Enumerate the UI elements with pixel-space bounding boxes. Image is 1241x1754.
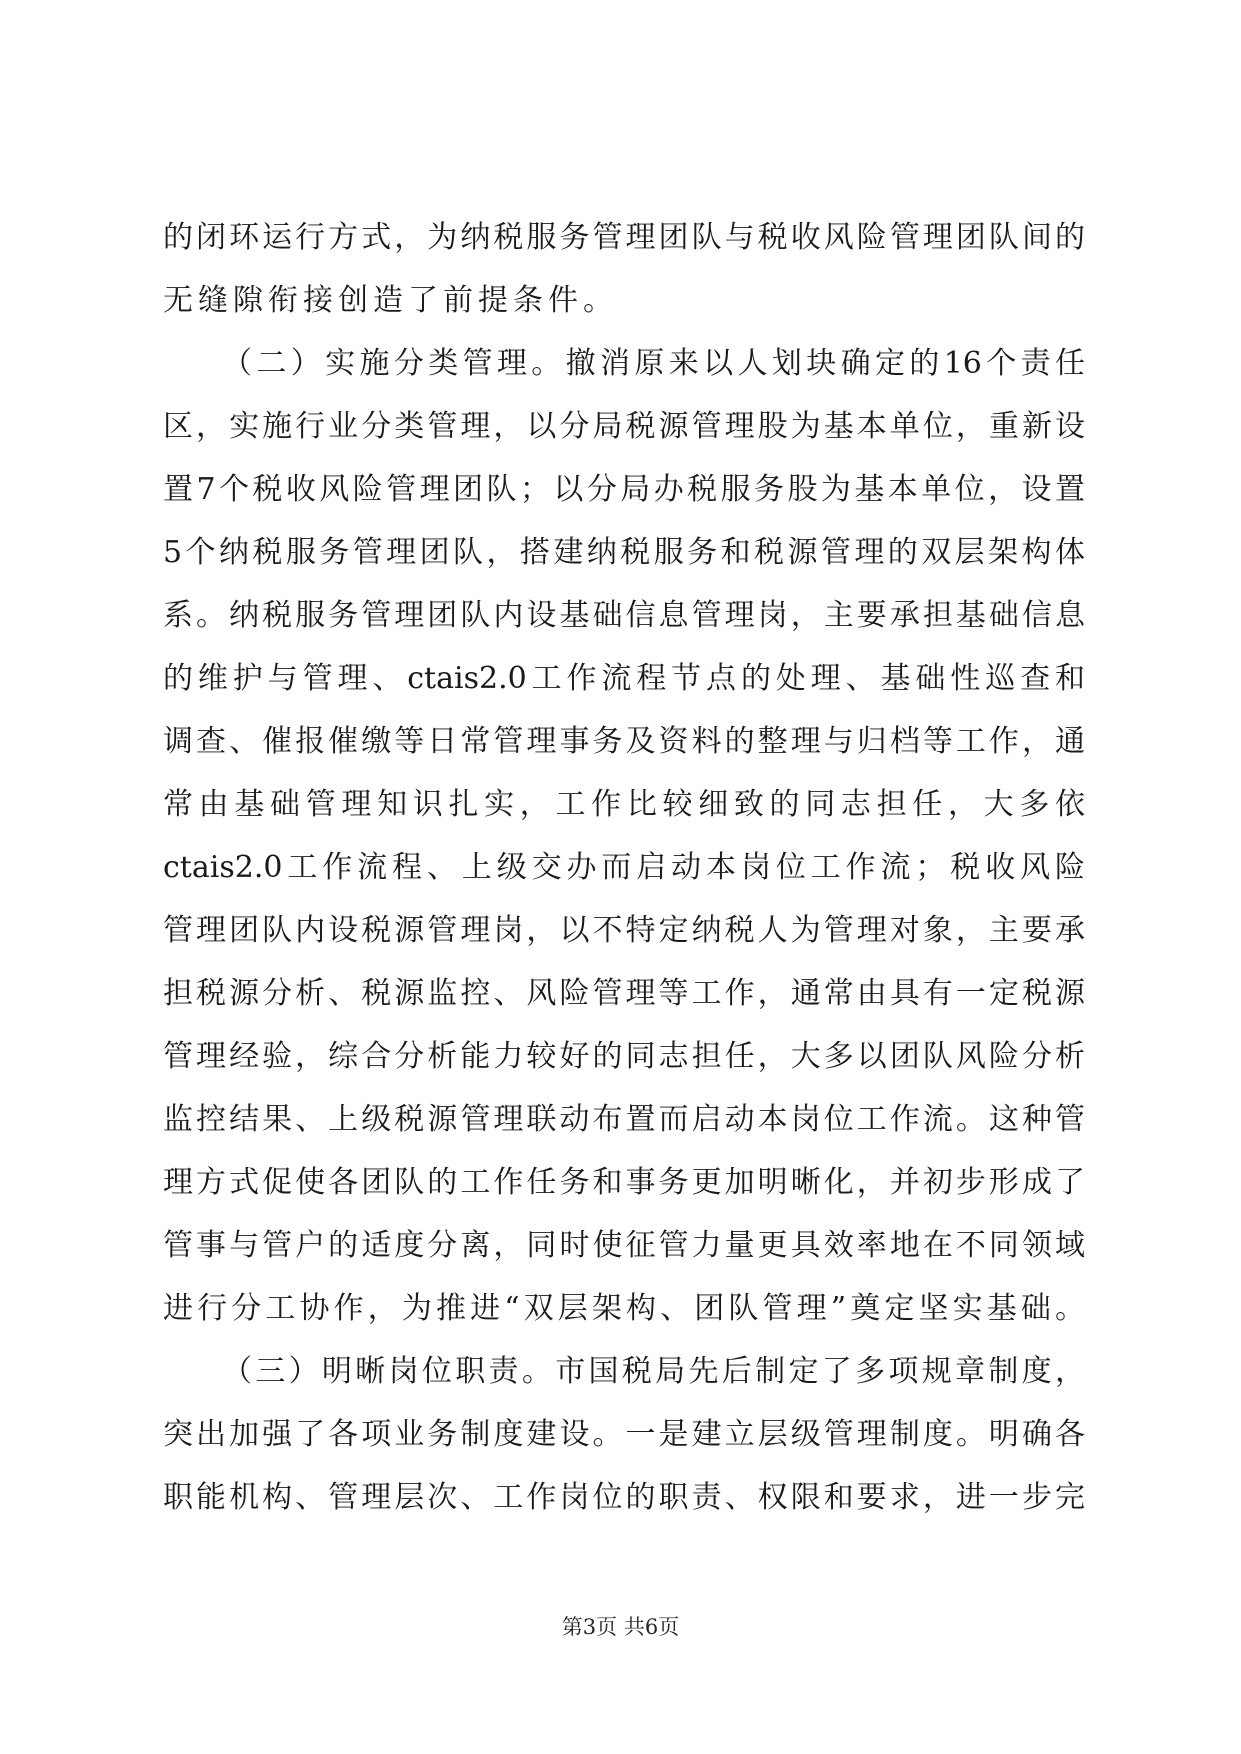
body-text-line: 5个纳税服务管理团队，搭建纳税服务和税源管理的双层架构体 — [163, 535, 1085, 570]
body-text-line: 系。纳税服务管理团队内设基础信息管理岗，主要承担基础信息 — [163, 598, 1085, 633]
body-text-line: 常由基础管理知识扎实，工作比较细致的同志担任，大多依 — [163, 787, 1085, 822]
body-text-line: 理方式促使各团队的工作任务和事务更加明晰化，并初步形成了 — [163, 1165, 1085, 1200]
paragraph-first-line: （三）明晰岗位职责。市国税局先后制定了多项规章制度， — [222, 1354, 1085, 1389]
body-text-line: 无缝隙衔接创造了前提条件。 — [163, 283, 618, 318]
body-text-line: 调查、催报催缴等日常管理事务及资料的整理与归档等工作，通 — [163, 724, 1085, 759]
body-text-line: 的闭环运行方式，为纳税服务管理团队与税收风险管理团队间的 — [163, 220, 1085, 255]
body-text-line: 担税源分析、税源监控、风险管理等工作，通常由具有一定税源 — [163, 976, 1085, 1011]
body-text-line: 进行分工协作，为推进“双层架构、团队管理”奠定坚实基础。 — [163, 1291, 1085, 1326]
body-text-line: 管理经验，综合分析能力较好的同志担任，大多以团队风险分析 — [163, 1039, 1085, 1074]
body-text-line: ctais2.0工作流程、上级交办而启动本岗位工作流；税收风险 — [163, 850, 1085, 885]
body-text-line: 的维护与管理、ctais2.0工作流程节点的处理、基础性巡查和 — [163, 661, 1085, 696]
body-text-line: 区，实施行业分类管理，以分局税源管理股为基本单位，重新设 — [163, 409, 1085, 444]
body-text-line: 管理团队内设税源管理岗，以不特定纳税人为管理对象，主要承 — [163, 913, 1085, 948]
body-text-line: 管事与管户的适度分离，同时使征管力量更具效率地在不同领域 — [163, 1228, 1085, 1263]
paragraph-first-line: （二）实施分类管理。撤消原来以人划块确定的16个责任 — [222, 346, 1085, 381]
body-text-line: 职能机构、管理层次、工作岗位的职责、权限和要求，进一步完 — [163, 1480, 1085, 1515]
page-number-footer: 第3页 共6页 — [561, 1615, 680, 1639]
body-text-line: 置7个税收风险管理团队；以分局办税服务股为基本单位，设置 — [163, 472, 1085, 507]
body-text-line: 突出加强了各项业务制度建设。一是建立层级管理制度。明确各 — [163, 1417, 1085, 1452]
body-text-line: 监控结果、上级税源管理联动布置而启动本岗位工作流。这种管 — [163, 1102, 1085, 1137]
